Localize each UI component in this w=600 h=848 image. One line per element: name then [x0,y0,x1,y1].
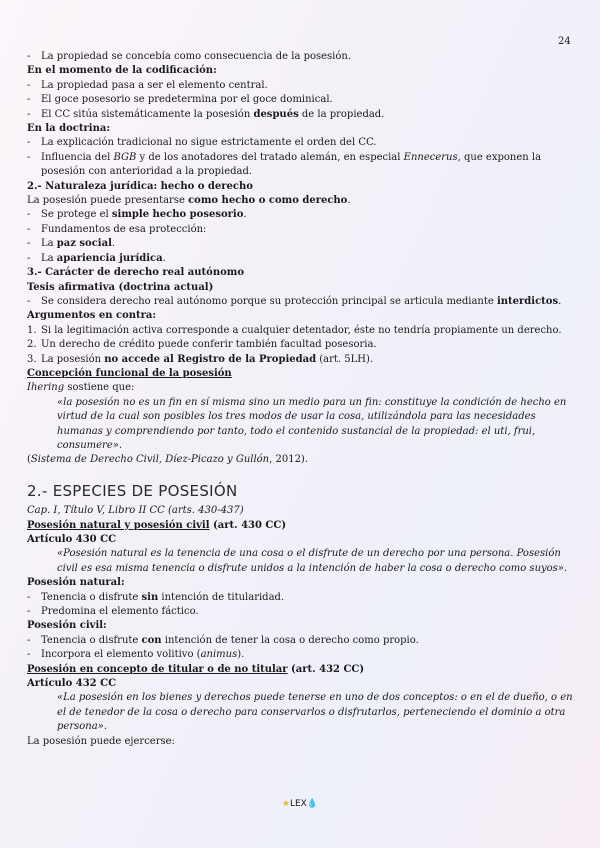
text-line [27,504,575,518]
text-segment: Fundamentos de esa protección: [41,223,207,235]
text-line [27,576,575,590]
text-segment: Tenencia o disfrute [41,634,142,646]
text-segment: 3.- Carácter de derecho real autónomo [27,267,245,279]
text-line [27,309,575,323]
bullet-item [27,237,575,251]
text-line [27,122,575,136]
text-line [27,180,575,194]
text-line [27,663,575,677]
text-segment: , que exponen la posesión con anterioridad a la propiedad. [41,151,542,178]
bullet-item [27,295,575,309]
numbered-item [27,338,575,352]
text-line [27,194,575,208]
text-segment: La [41,238,57,250]
bullet-item [27,136,575,150]
text-segment: animus [200,649,238,661]
text-segment: La posesión [41,353,105,365]
text-segment: La [41,252,57,264]
text-segment: BGB [113,151,137,163]
footer-logo-text: LEX [289,799,307,809]
text-segment: . [347,195,351,207]
text-segment: En el momento de la codificación: [27,65,217,77]
text-segment: después [253,108,299,120]
section-heading [27,481,575,500]
text-line [27,533,575,547]
text-segment: Artículo 432 CC [27,678,117,690]
numbered-item [27,353,575,367]
text-segment: interdictos [496,295,559,307]
text-segment: . [558,295,562,307]
text-segment: Predomina el elemento fáctico. [41,606,199,618]
text-line [27,619,575,633]
block-quote [27,396,575,454]
text-line [27,281,575,295]
text-segment: En la doctrina: [27,123,111,135]
text-segment: (art. 432 CC) [287,663,365,675]
text-segment: paz social [56,238,112,250]
text-segment: Tesis afirmativa (doctrina actual) [27,281,214,293]
text-segment: Incorpora el elemento volitivo ( [41,649,201,661]
text-segment: Posesión en concepto de titular o de no titular [27,663,288,675]
bullet-item [27,223,575,237]
bullet-item [27,591,575,605]
text-segment: Posesión natural: [27,577,125,589]
text-line [27,453,575,467]
text-segment: apariencia jurídica [56,252,163,264]
text-segment: «la posesión no es un fin en sí misma sino un medio para un fin: constituye la condición de hecho en virtud de la cual son posibles los tres modos de usar la cosa, utilizándola para las necesidades humanas y comprendiendo por tanto, todo el contenido sustancial de la propiedad: el uti, frui, consumere». [57,396,567,451]
text-line [27,519,575,533]
text-segment: ). [237,649,245,661]
text-line [27,677,575,691]
drop-icon: 💧 [306,799,319,809]
text-segment: Posesión natural y posesión civil [27,519,210,531]
text-segment: La propiedad se concebía como consecuencia de la posesión. [41,51,352,62]
text-segment: Posesión civil: [27,620,107,632]
text-segment: Influencia del [41,151,114,163]
text-segment: Sistema de Derecho Civil, Díez-Picazo y Gullón [30,454,270,466]
bullet-item [27,151,575,180]
star-icon: ★ [281,799,290,809]
text-segment: Concepción funcional de la posesión [27,367,232,379]
text-segment: . [243,209,247,221]
text-segment: Si la legitimación activa corresponde a cualquier detentador, éste no tendría propiamente un derecho. [41,324,562,336]
numbered-item [27,324,575,338]
text-segment: simple hecho posesorio [111,209,244,221]
block-quote [27,547,575,576]
text-segment: Artículo 430 CC [27,534,117,545]
bullet-item [27,605,575,619]
text-segment: sostiene que: [64,382,135,394]
page-number: 24 [558,36,571,47]
text-line [27,735,575,749]
text-segment: con [141,634,162,646]
text-line [27,381,575,395]
text-segment: y de los anotadores del tratado alemán, en especial [136,151,404,163]
text-segment: La posesión puede ejercerse: [27,735,175,747]
text-line [27,266,575,280]
text-segment: . [111,238,116,250]
text-segment: Argumentos en contra: [27,310,157,322]
text-segment: Un derecho de crédito puede conferir también facultad posesoria. [41,339,377,351]
text-segment: El goce posesorio se predetermina por el goce dominical. [41,94,333,106]
text-segment: La posesión puede presentarse [27,195,189,207]
text-segment: «Posesión natural es la tenencia de una cosa o el disfrute de un derecho por una persona. Posesión civil es esa misma tenencia o disfrute unidos a la intención de haber la cosa o derecho como suyos». [57,548,568,574]
bullet-item [27,208,575,222]
text-segment: de la propiedad. [298,108,385,120]
item-number: 2. [27,339,37,351]
text-segment: intención de titularidad. [158,591,285,603]
item-number: 3. [27,353,37,365]
text-segment: ( [27,454,31,466]
text-segment: no accede al Registro de la Propiedad [104,353,317,365]
text-segment: «La posesión en los bienes y derechos puede tenerse en uno de dos conceptos: o en el de dueño, o en el de tenedor de la cosa o derecho para conservarlos o disfrutarlos, perteneciendo el dominio a otra persona». [57,692,573,733]
text-segment: intención de tener la cosa o derecho como propio. [161,634,419,646]
text-segment: como hecho o como derecho [188,195,348,207]
text-segment: 2.- Naturaleza jurídica: hecho o derecho [27,180,253,192]
text-segment: Se considera derecho real autónomo porque su protección principal se articula mediante [41,295,497,307]
bullet-item [27,634,575,648]
text-segment: Ihering [27,382,65,394]
text-segment: La propiedad pasa a ser el elemento central. [41,79,268,91]
text-segment: Ennecerus [403,151,458,163]
bullet-item [27,108,575,122]
item-number: 1. [27,324,37,336]
bullet-item [27,93,575,107]
bullet-item [27,79,575,93]
text-line [27,367,575,381]
text-segment: sin [141,591,159,603]
text-segment: (art. 430 CC) [209,519,287,531]
text-line [27,64,575,78]
text-segment: El CC sitúa sistemáticamente la posesión [41,108,254,120]
text-segment: La explicación tradicional no sigue estrictamente el orden del CC. [41,137,377,149]
footer-logo [0,799,600,809]
text-segment: Se protege el [41,209,112,221]
bullet-item [27,648,575,662]
text-segment: 2.- ESPECIES DE POSESIÓN [27,481,238,500]
block-quote [27,691,575,734]
bullet-item [27,252,575,266]
text-segment: (art. 5LH). [316,353,374,365]
text-segment: Cap. I, Título V, Libro II CC (arts. 430-437) [27,505,244,517]
bullet-item [27,50,575,64]
text-segment: , 2012). [269,454,309,466]
text-segment: . [162,252,166,264]
document-body [27,50,575,749]
text-segment: Tenencia o disfrute [41,591,142,603]
